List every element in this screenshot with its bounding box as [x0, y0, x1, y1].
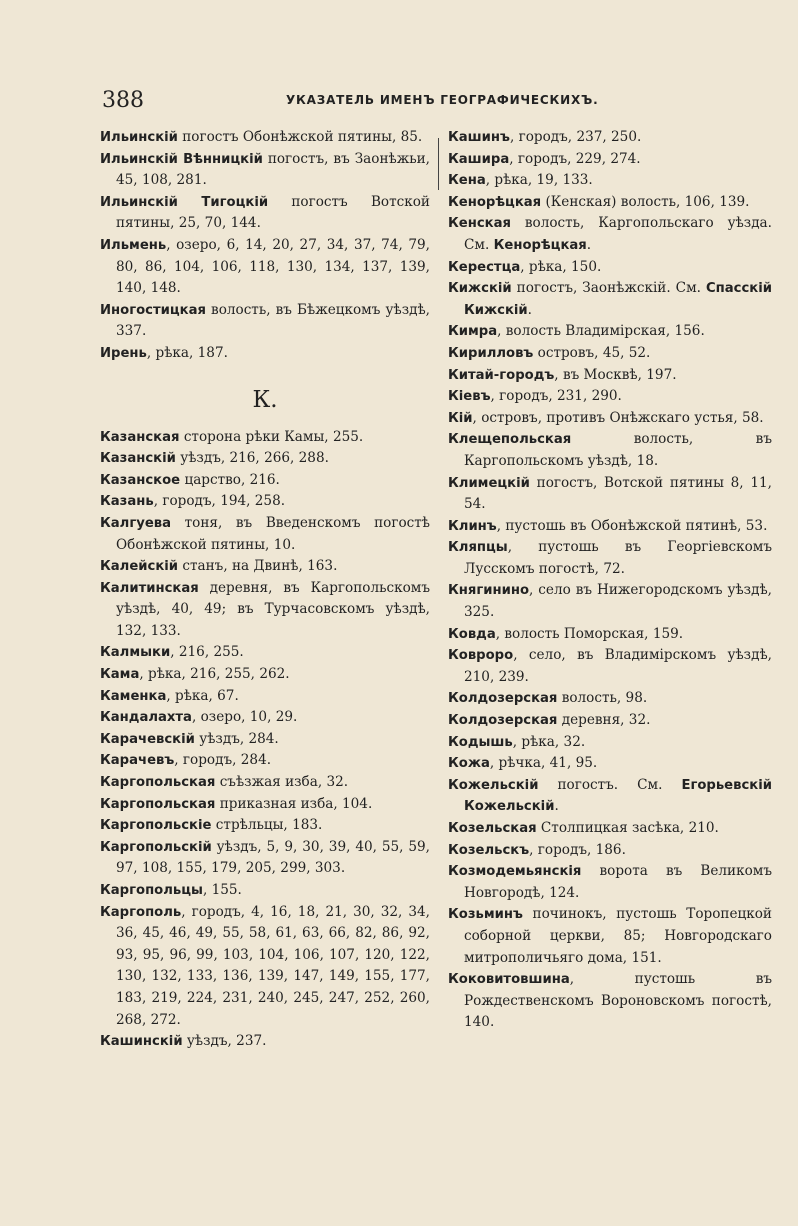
- entry-headword: Каргопольцы: [100, 883, 203, 898]
- index-entry: [448, 580, 772, 623]
- entry-text: погостъ, въ Заонѣжьи, 45, 108, 281.: [116, 150, 430, 189]
- entry-headword: Клинъ: [448, 518, 497, 534]
- entry-cross-reference: Кенорѣцкая: [493, 237, 587, 253]
- entry-headword: Каргополь: [100, 904, 182, 920]
- index-entry: [100, 664, 430, 686]
- entry-text: , рѣка, 187.: [146, 344, 228, 361]
- entry-text: , рѣка, 32.: [512, 733, 586, 750]
- entry-headword: Кенорѣцкая: [448, 194, 542, 210]
- index-entry: [100, 192, 430, 235]
- index-entry: [100, 513, 430, 556]
- entry-text: островъ, 45, 52.: [533, 344, 651, 361]
- entry-headword: Ковда: [448, 626, 496, 642]
- index-entry: [448, 775, 772, 818]
- entry-headword: Каргопольская: [100, 796, 216, 812]
- entry-cross-reference: Егорьевскій Кожельскій: [464, 777, 772, 815]
- index-entry: [100, 837, 430, 880]
- entry-headword: Каргопольскій: [100, 839, 212, 855]
- index-entry: [100, 448, 430, 470]
- index-entry: [100, 729, 430, 751]
- index-entry: [448, 192, 772, 214]
- index-entry: [448, 386, 772, 408]
- entry-headword: Кижскій: [448, 281, 512, 297]
- entry-text: (Кенская) волость, 106, 139.: [541, 193, 750, 210]
- entry-headword: Ильинскій Вѣнницкій: [100, 151, 263, 167]
- entry-headword: Кашинскій: [100, 1034, 183, 1050]
- entry-text: , городъ, 229, 274.: [509, 150, 641, 167]
- entry-text: волость, Каргопольскаго уѣзда. См.: [464, 215, 772, 253]
- entry-headword: Козельская: [448, 821, 537, 836]
- index-entry: [448, 149, 772, 171]
- index-entry: [448, 516, 772, 538]
- index-entry: [100, 470, 430, 492]
- entry-text: стрѣльцы, 183.: [211, 817, 323, 834]
- index-entry: [448, 343, 772, 365]
- entry-text: , рѣка, 150.: [520, 258, 602, 275]
- index-entry: [448, 861, 772, 904]
- entry-text: , городъ, 231, 290.: [490, 388, 622, 405]
- entries-k: [100, 427, 430, 1053]
- index-entry: [448, 904, 772, 969]
- entry-text: , рѣчка, 41, 95.: [489, 755, 598, 772]
- entry-text: , городъ, 284.: [174, 752, 272, 769]
- entry-text: , рѣка, 67.: [166, 687, 239, 704]
- entry-text: , городъ, 194, 258.: [153, 493, 286, 510]
- index-entry: [448, 257, 772, 279]
- entry-headword: Иногостицкая: [100, 302, 206, 318]
- entry-cross-reference: Спасскій Кижскій: [464, 281, 772, 318]
- entry-headword: Китай-городъ: [448, 367, 555, 383]
- entry-text: Столпицкая засѣка, 210.: [536, 820, 719, 836]
- entry-headword: Козьминъ: [448, 907, 523, 923]
- entry-headword: Коковитовшина: [448, 972, 570, 988]
- entry-text: деревня, 32.: [557, 712, 651, 729]
- entry-headword: Каргопольскіе: [100, 818, 212, 834]
- entry-headword: Ильмень: [100, 237, 167, 253]
- entry-headword: Козельскъ: [448, 842, 530, 858]
- entry-text: , пустошь въ Георгіевскомъ Лусскомъ погостѣ, 72.: [464, 539, 772, 577]
- entry-text: , въ Москвѣ, 197.: [554, 366, 677, 383]
- index-entry: [448, 321, 772, 343]
- index-entry: [100, 127, 430, 149]
- entry-text: , городъ, 237, 250.: [509, 129, 642, 145]
- entry-text: погостъ, Заонѣжскій. См.: [511, 280, 706, 297]
- page-number: 388: [102, 88, 144, 113]
- index-entry: [100, 815, 430, 837]
- entry-text: , городъ, 4, 16, 18, 21, 30, 32, 34, 36, 45, 46, 49, 55, 58, 61, 63, 66, 82, 86, 92, 93, 95, 96, 99, 103, 104, 106, 107, 120, 122, 130, 132, 133, 136, 139, 147, 149, 155, 177, 183, 219, 224, 231, 240, 245, 247, 252, 260, 268, 272.: [116, 903, 430, 1028]
- index-entry: [448, 688, 772, 710]
- index-entry: [448, 710, 772, 732]
- entry-text: , островъ, противъ Онѣжскаго устья, 58.: [472, 409, 764, 426]
- entry-headword: Каргопольская: [100, 775, 216, 791]
- entry-text: , озеро, 6, 14, 20, 27, 34, 37, 74, 79, 80, 86, 104, 106, 118, 130, 134, 137, 139, 140, 148.: [116, 236, 430, 297]
- entry-text: , село въ Нижегородскомъ уѣздѣ, 325.: [464, 582, 772, 621]
- entry-text: уѣздъ, 237.: [182, 1033, 267, 1050]
- index-entry: [448, 840, 772, 862]
- entry-headword: Кляпцы: [448, 540, 508, 556]
- entry-headword: Клещепольская: [448, 432, 572, 448]
- index-entry: [448, 278, 772, 321]
- entry-text: , волость Владимірская, 156.: [497, 323, 705, 340]
- entry-text: , волость Поморская, 159.: [495, 625, 684, 642]
- index-entry: [100, 880, 430, 902]
- index-entry: [448, 645, 772, 688]
- index-entry: [100, 772, 430, 794]
- entry-text: уѣздъ, 5, 9, 30, 39, 40, 55, 59, 97, 108, 155, 179, 205, 299, 303.: [116, 838, 430, 877]
- entry-text: погостъ, Вотской пятины 8, 11, 54.: [464, 474, 772, 513]
- entry-tail: .: [554, 798, 559, 815]
- page-header: [100, 88, 776, 118]
- index-entry: [100, 556, 430, 578]
- entry-text: погостъ. См.: [538, 776, 682, 793]
- entries-i: [100, 127, 430, 365]
- entry-text: , село, въ Владимірскомъ уѣздѣ, 210, 239.: [464, 647, 772, 685]
- entry-text: волость, въ Бѣжецкомъ уѣздѣ, 337.: [116, 301, 430, 340]
- entry-headword: Кій: [448, 410, 473, 426]
- entry-text: , городъ, 186.: [529, 841, 626, 858]
- index-entry: [100, 794, 430, 816]
- entry-text: , 155.: [202, 882, 242, 898]
- index-entry: [100, 235, 430, 300]
- index-entry: [448, 408, 772, 430]
- entry-headword: Кожельскій: [448, 777, 539, 793]
- entry-text: приказная изба, 104.: [215, 795, 373, 812]
- entry-text: деревня, въ Каргопольскомъ уѣздѣ, 40, 49; въ Турчасовскомъ уѣздѣ, 132, 133.: [116, 579, 430, 639]
- entry-text: съѣзжая изба, 32.: [215, 774, 349, 791]
- entry-headword: Ирень: [100, 345, 147, 361]
- section-letter: К.: [252, 386, 278, 413]
- index-entry: [100, 578, 430, 643]
- right-column: [448, 127, 772, 1034]
- entry-headword: Колдозерская: [448, 691, 558, 707]
- index-entry: [100, 686, 430, 708]
- entry-headword: Кама: [100, 667, 140, 683]
- entry-headword: Каменка: [100, 688, 167, 704]
- entry-headword: Казанское: [100, 472, 181, 488]
- entry-headword: Колдозерская: [448, 713, 558, 729]
- entry-text: , озеро, 10, 29.: [191, 709, 298, 726]
- entry-headword: Кашинъ: [448, 130, 510, 145]
- entry-headword: Ильинскій: [100, 130, 178, 145]
- index-entry: [100, 642, 430, 664]
- left-column: [100, 127, 430, 1053]
- index-entry: [100, 707, 430, 729]
- entry-headword: Кожа: [448, 756, 490, 772]
- index-entry: [448, 818, 772, 840]
- entry-headword: Калмыки: [100, 645, 171, 661]
- entry-headword: Козмодемьянскія: [448, 864, 582, 880]
- index-entry: [100, 750, 430, 772]
- entry-headword: Кенская: [448, 216, 511, 232]
- entry-headword: Калгуева: [100, 515, 172, 531]
- index-entry: [448, 732, 772, 754]
- entry-text: уѣздъ, 284.: [194, 730, 279, 747]
- entry-text: починокъ, пустошь Торопецкой соборной церкви, 85; Новгородскаго митрополичьяго дома, 151.: [464, 906, 772, 966]
- index-entry: [100, 343, 430, 365]
- entry-headword: Казанскій: [100, 451, 176, 467]
- index-entry: [100, 149, 430, 192]
- entry-text: , рѣка, 19, 133.: [485, 172, 593, 189]
- index-entry: [100, 1031, 430, 1053]
- entry-headword: Княгинино: [448, 583, 530, 599]
- index-entry: [448, 213, 772, 256]
- entry-headword: Ковроро: [448, 648, 514, 664]
- entry-text: волость, 98.: [557, 690, 648, 707]
- entry-headword: Карачевскій: [100, 731, 195, 747]
- entry-headword: Казань: [100, 494, 154, 510]
- entry-text: , пустошь въ Обонѣжской пятинѣ, 53.: [496, 517, 768, 534]
- column-divider: [438, 138, 439, 190]
- index-entry: [448, 537, 772, 580]
- entry-headword: Кирилловъ: [448, 345, 534, 361]
- entry-headword: Керестца: [448, 259, 521, 275]
- index-entry: [448, 624, 772, 646]
- index-entry: [448, 753, 772, 775]
- index-entry: [448, 170, 772, 192]
- index-entry: [448, 127, 772, 149]
- index-entry: [100, 300, 430, 343]
- index-entry: [100, 427, 430, 449]
- entry-text: волость, въ Каргопольскомъ уѣздѣ, 18.: [464, 431, 772, 469]
- entry-text: , 216, 255.: [170, 644, 244, 661]
- entry-text: погостъ Обонѣжской пятины, 85.: [177, 129, 423, 145]
- entry-headword: Кандалахта: [100, 710, 192, 726]
- entry-text: царство, 216.: [180, 471, 280, 488]
- entry-headword: Климецкій: [448, 475, 530, 491]
- index-entry: [448, 969, 772, 1034]
- entry-tail: .: [586, 236, 592, 253]
- entry-text: погостъ Вотской пятины, 25, 70, 144.: [116, 193, 430, 232]
- entry-tail: .: [527, 301, 532, 318]
- entry-text: , пустошь въ Рождественскомъ Вороновскомъ погостѣ, 140.: [464, 971, 772, 1031]
- entry-text: сторона рѣки Камы, 255.: [179, 428, 364, 445]
- entry-headword: Калейскій: [100, 559, 179, 575]
- entry-headword: Кимра: [448, 324, 498, 340]
- entry-headword: Кодышь: [448, 734, 513, 750]
- entry-text: , рѣка, 216, 255, 262.: [139, 666, 290, 683]
- entry-text: тоня, въ Введенскомъ погостѣ Обонѣжской пятины, 10.: [116, 514, 430, 553]
- entry-headword: Ильинскій Тигоцкій: [100, 194, 269, 210]
- entry-text: станъ, на Двинѣ, 163.: [178, 558, 338, 575]
- entry-headword: Казанская: [100, 429, 180, 445]
- running-title: УКАЗАТЕЛЬ ИМЕНЪ ГЕОГРАФИЧЕСКИХЪ.: [286, 93, 599, 107]
- entry-headword: Калитинская: [100, 580, 199, 596]
- entry-headword: Кашира: [448, 151, 510, 167]
- entry-headword: Кіевъ: [448, 389, 491, 405]
- entry-text: уѣздъ, 216, 266, 288.: [175, 450, 329, 467]
- index-entry: [100, 902, 430, 1032]
- index-entry: [448, 365, 772, 387]
- entry-text: ворота въ Великомъ Новгородѣ, 124.: [464, 863, 772, 901]
- index-entry: [100, 491, 430, 513]
- entry-headword: Карачевъ: [100, 753, 175, 769]
- index-entry: [448, 473, 772, 516]
- index-entry: [448, 429, 772, 472]
- entry-headword: Кена: [448, 173, 486, 189]
